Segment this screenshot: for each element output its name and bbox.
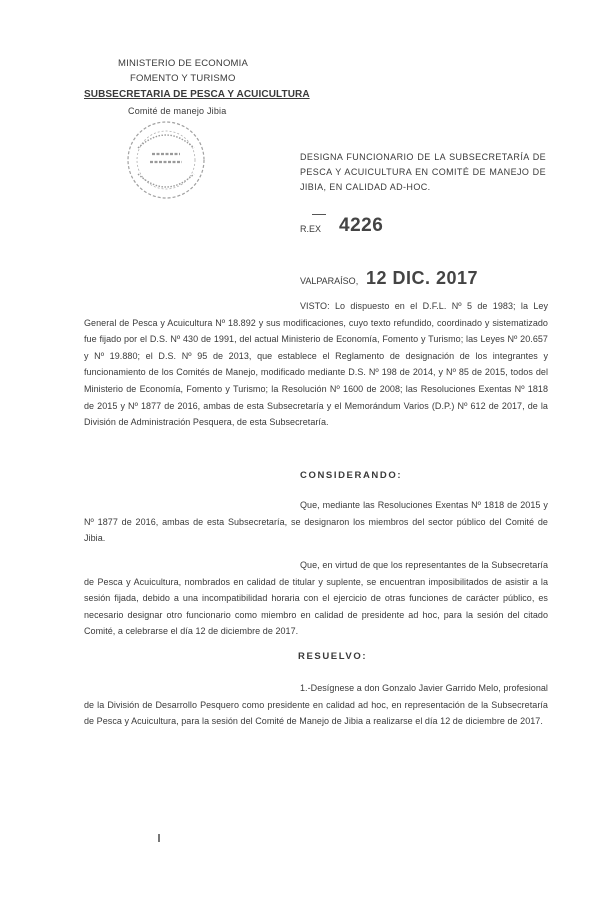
que2-text: Que, en virtud de que los representantes de la Subsecretaría de Pesca y Acuicultura, nombrados en calidad de titular y suplente, se encuentran imposibilitados de asistir a la sesión fijada, debido a una incompatibilidad horaria con el ejercicio de otras funciones de carácter público, es necesario designar otro funcionario como miembro en calidad de presidente ad hoc, para la sesión del citado Comité, a celebrarse el día 12 de diciembre de 2017.: [84, 560, 548, 637]
visto-paragraph: [84, 298, 548, 431]
considerando-heading: CONSIDERANDO:: [300, 470, 403, 481]
considerando-paragraph-1: [84, 497, 548, 547]
visto-text: VISTO: Lo dispuesto en el D.F.L. Nº 5 de 1983; la Ley General de Pesca y Acuicultura Nº 18.892 y sus modificaciones, cuyo texto refundido, coordinado y sistematizado fue fijado por el D.S. Nº 430 de 1991, del actual Ministerio de Economía, Fomento y Turismo; las Leyes Nº 20.657 y Nº 19.880; el D.S. Nº 95 de 2013, que establece el Reglamento de designación de los integrantes y funcionamiento de los Comités de Manejo, modificado mediante D.S. Nº 198 de 2014, y Nº 85 de 2015, todos del Ministerio de Economía, Fomento y Turismo; la Resolución Nº 1600 de 2008; las Resoluciones Exentas Nº 1818 de 2015 y Nº 1877 de 2016, ambas de esta Subsecretaría y el Memorándum Varios (D.P.) Nº 612 de 2017, de la División de Administración Pesquera, de esta Subsecretaría.: [84, 301, 548, 428]
resolution-prefix: R.EX: [300, 224, 322, 234]
subsecretaria-title: SUBSECRETARIA DE PESCA Y ACUICULTURA: [84, 89, 310, 100]
date-stamp: 12 DIC. 2017: [366, 268, 479, 288]
que1-text: Que, mediante las Resoluciones Exentas Nº 1818 de 2015 y Nº 1877 de 2016, ambas de esta Subsecretaría, se designaron los miembros del sector público del Comité de Jibia.: [84, 500, 548, 544]
ministry-line-1: MINISTERIO DE ECONOMIA: [118, 58, 249, 69]
rex-underline: [312, 214, 326, 215]
resolution-subject: DESIGNA FUNCIONARIO DE LA SUBSECRETARÍA DE PESCA Y ACUICULTURA EN COMITÉ DE MANEJO DE JIBIA, EN CALIDAD AD-HOC.: [300, 152, 546, 192]
resuelvo-heading: RESUELVO:: [298, 651, 368, 662]
margin-mark: [158, 834, 160, 842]
res1-text: 1.-Desígnese a don Gonzalo Javier Garrido Melo, profesional de la División de Desarrollo Pesquero como presidente en calidad ad hoc, en representación de la Subsecretaría de Pesca y Acuicultura, para la sesión del Comité de Manejo de Jibia a realizarse el día 12 de diciembre de 2017.: [84, 683, 548, 727]
considerando-paragraph-2: [84, 557, 548, 640]
place-label: VALPARAÍSO,: [300, 276, 359, 286]
comite-subtitle: Comité de manejo Jibia: [128, 106, 227, 116]
ministry-line-2: FOMENTO Y TURISMO: [130, 73, 236, 84]
resuelvo-paragraph-1: [84, 680, 548, 730]
official-seal-stamp: [124, 118, 208, 202]
resolution-number: 4226: [339, 215, 384, 236]
